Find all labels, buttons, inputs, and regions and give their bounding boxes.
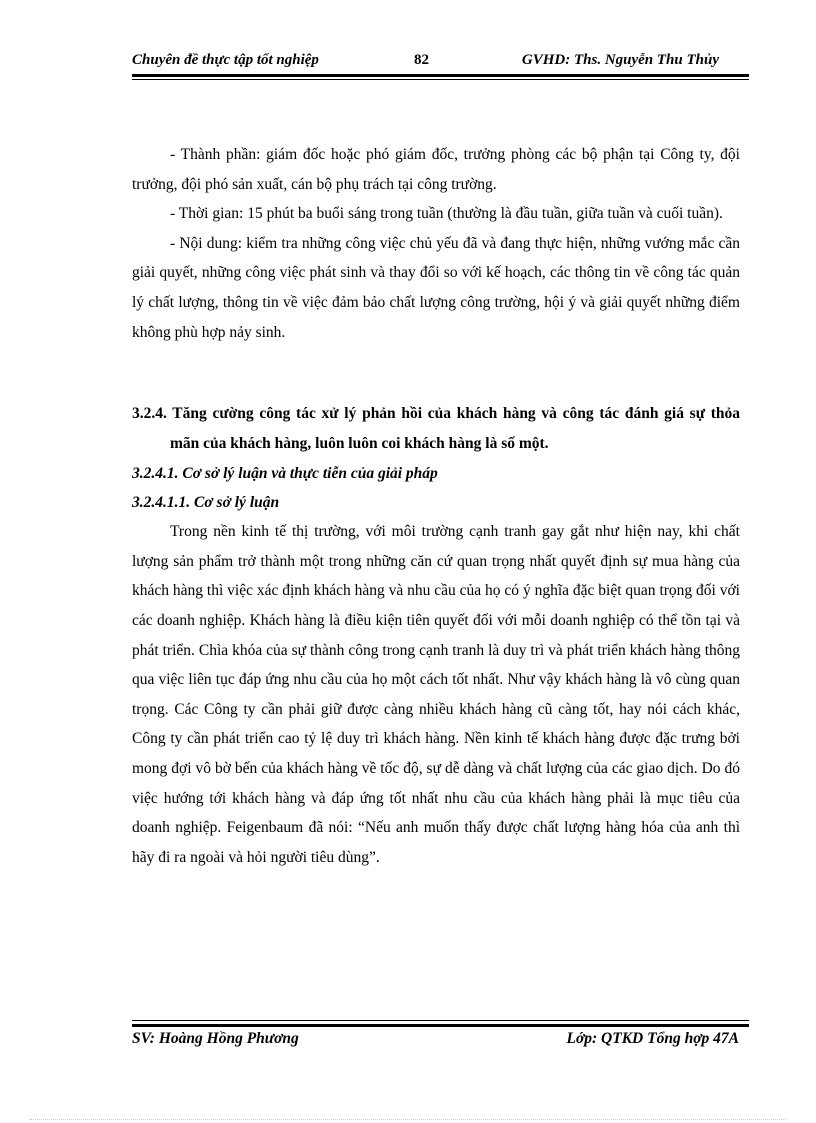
footer-student-name: SV: Hoàng Hồng Phương	[132, 1030, 299, 1047]
subheading-theoretical-basis: 3.2.4.1.1. Cơ sở lý luận	[132, 494, 280, 512]
header-document-title: Chuyên đề thực tập tốt nghiệp	[132, 52, 319, 68]
paragraph-content: - Nội dung: kiểm tra những công việc chủ yếu đã và đang thực hiện, những vướng mắc cần giải quyết, những công việc phát sinh và thay đổi so với kế hoạch, các thông tin về công tác quản lý chất lượng, thông tin về việc đảm bảo chất lượng công trường, hội ý và giải quyết những điểm không phù hợp nảy sinh.	[132, 234, 740, 341]
header-rule-thick	[132, 74, 749, 77]
page-edge-dotted-line	[30, 1119, 786, 1120]
spacer	[132, 347, 740, 399]
paragraph-time: - Thời gian: 15 phút ba buổi sáng trong tuần (thường là đầu tuần, giữa tuần và cuối tuần).	[170, 205, 723, 223]
footer-class-name: Lớp: QTKD Tổng hợp 47A	[566, 1030, 739, 1047]
paragraph-composition: - Thành phần: giám đốc hoặc phó giám đốc, trưởng phòng các bộ phận tại Công ty, đội trưởng, đội phó sản xuất, cán bộ phụ trách tại công trường.	[132, 146, 740, 193]
header-page-number: 82	[414, 52, 429, 68]
footer-rule-thin	[132, 1020, 749, 1021]
page-footer	[132, 1030, 749, 1052]
header-rule-thin	[132, 79, 749, 80]
page-body	[132, 140, 740, 872]
paragraph-market-economy: Trong nền kinh tế thị trường, với môi trường cạnh tranh gay gắt như hiện nay, khi chất lượng sản phẩm trở thành một trong những căn cứ quan trọng nhất quyết định sự mua hàng của khách hàng thì việc xác định khách hàng và nhu cầu của họ có ý nghĩa đặc biệt quan trọng đối với các doanh nghiệp. Khách hàng là điều kiện tiên quyết đối với mỗi doanh nghiệp có thể tồn tại và phát triển. Chìa khóa của sự thành công trong cạnh tranh là duy trì và phát triển khách hàng thông qua việc liên tục đáp ứng nhu cầu của họ một cách tốt nhất. Như vậy khách hàng là vô cùng quan trọng. Các Công ty cần phải giữ được càng nhiều khách hàng cũ càng tốt, hay nói cách khác, Công ty cần phát triển cao tỷ lệ duy trì khách hàng. Nền kinh tế khách hàng được đặc trưng bởi mong đợi vô bờ bến của khách hàng về tốc độ, sự dễ dàng và chất lượng của các giao dịch. Do đó việc hướng tới khách hàng và đáp ứng tốt nhất nhu cầu của khách hàng phải là mục tiêu của doanh nghiệp. Feigenbaum đã nói: “Nếu anh muốn thấy được chất lượng hàng hóa của anh thì hãy đi ra ngoài và hỏi người tiêu dùng”.	[132, 523, 740, 866]
section-heading: 3.2.4. Tăng cường công tác xử lý phản hồi của khách hàng và công tác đánh giá sự thỏa mãn của khách hàng, luôn luôn coi khách hàng là số một.	[132, 405, 740, 453]
footer-rule-thick	[132, 1024, 749, 1027]
page-header	[132, 52, 749, 72]
header-supervisor: GVHD: Ths. Nguyễn Thu Thủy	[521, 52, 719, 68]
subheading-basis-and-practice: 3.2.4.1. Cơ sở lý luận và thực tiễn của giải pháp	[132, 465, 438, 483]
